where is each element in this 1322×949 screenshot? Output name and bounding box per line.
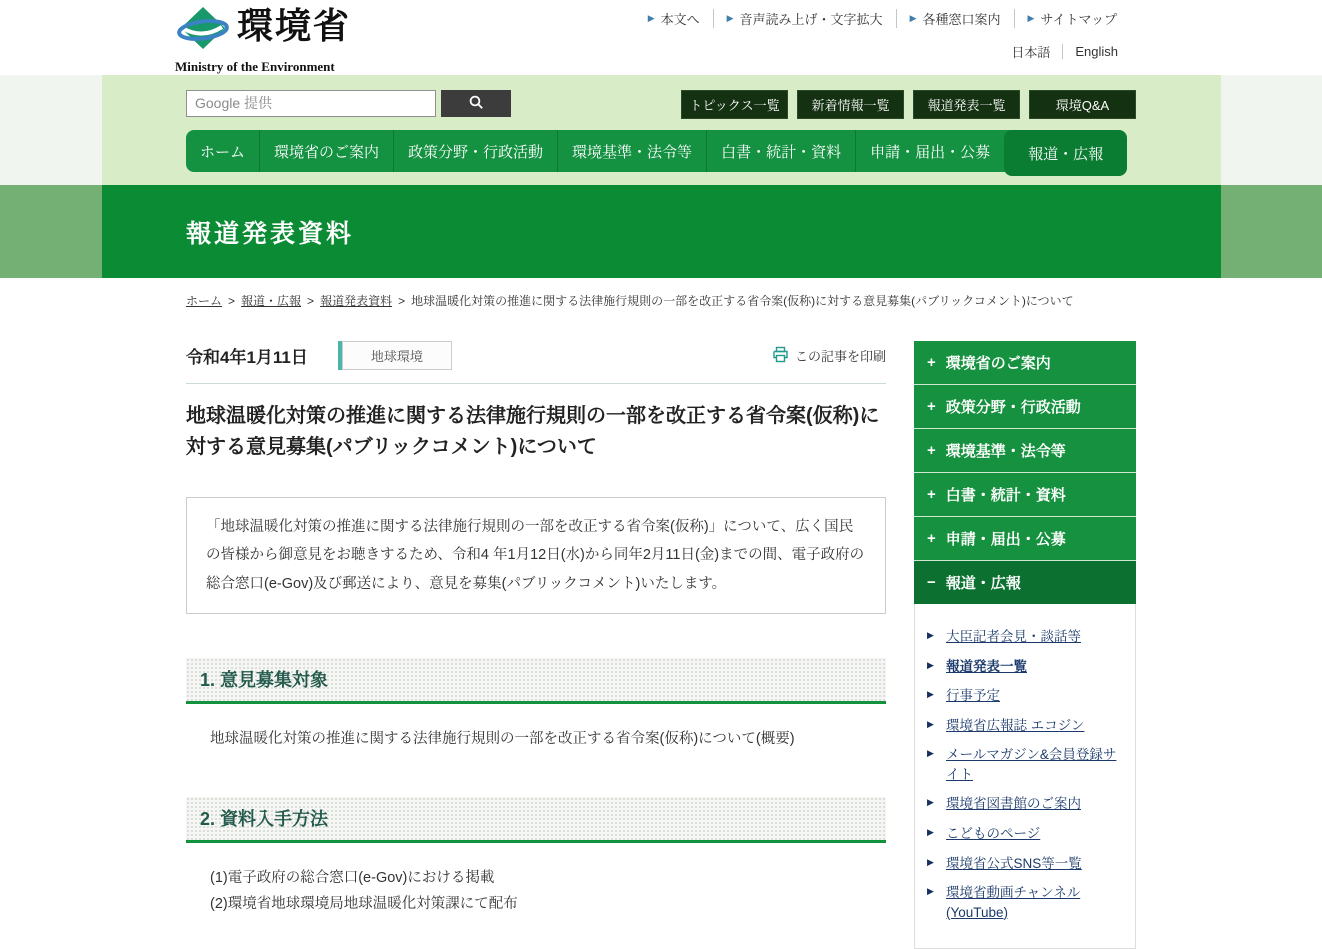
- utility-link-accessibility[interactable]: ▶ 音声読み上げ・文字拡大: [713, 9, 896, 28]
- print-article-link[interactable]: この記事を印刷: [772, 346, 886, 366]
- section-1-heading: 1. 意見募集対象: [186, 658, 886, 704]
- triangle-icon: ▶: [909, 13, 917, 23]
- search-input[interactable]: [186, 90, 436, 117]
- section-2-body: [186, 865, 886, 919]
- submenu-youtube-channel[interactable]: ▶ 環境省動画チャンネル(YouTube): [927, 885, 1081, 920]
- language-english[interactable]: English: [1062, 44, 1130, 59]
- triangle-icon: ▶: [726, 13, 734, 23]
- triangle-icon: ▶: [927, 630, 934, 640]
- sidebar-item-applications[interactable]: + 申請・届出・公募: [914, 517, 1136, 561]
- submenu-mailmagazine[interactable]: ▶ メールマガジン&会員登録サイト: [927, 747, 1117, 782]
- search-nav-band: [0, 75, 1322, 185]
- triangle-icon: ▶: [927, 797, 934, 808]
- triangle-icon: ▶: [647, 13, 655, 23]
- sidebar: [914, 341, 1136, 949]
- nav-item-applications[interactable]: 申請・届出・公募: [855, 130, 1004, 172]
- breadcrumb: ホーム > 報道・広報 > 報道発表資料 > 地球温暖化対策の推進に関する法律施行規則の一部を改正する省令案(仮称)に対する意見募集(パブリックコメント)について: [186, 293, 1074, 308]
- plus-icon: +: [927, 398, 936, 415]
- triangle-icon: ▶: [927, 886, 934, 897]
- minus-icon: −: [927, 574, 936, 591]
- breadcrumb-wrap: [102, 278, 1221, 319]
- submenu-press-releases[interactable]: ▶ 報道発表一覧: [927, 658, 1027, 674]
- triangle-icon: ▶: [927, 689, 934, 700]
- search-icon: [468, 94, 484, 113]
- section-1-line: 地球温暖化対策の推進に関する法律施行規則の一部を改正する省令案(仮称)について(概要): [210, 730, 795, 747]
- nav-item-press[interactable]: 報道・広報: [1004, 130, 1127, 176]
- sidebar-item-standards[interactable]: + 環境基準・法令等: [914, 429, 1136, 473]
- article-date: 令和4年1月11日: [186, 348, 308, 367]
- utility-link-sitemap[interactable]: ▶ サイトマップ: [1014, 9, 1131, 28]
- nav-item-home[interactable]: ホーム: [200, 143, 246, 161]
- site-header: [0, 0, 1322, 75]
- submenu-official-sns[interactable]: ▶ 環境省公式SNS等一覧: [927, 855, 1082, 871]
- logo-title: 環境省: [237, 5, 352, 46]
- article: [186, 341, 886, 949]
- page-title-banner: [0, 185, 1322, 278]
- nav-item-standards[interactable]: 環境基準・法令等: [557, 130, 706, 172]
- nav-item-policy[interactable]: 政策分野・行政活動: [393, 130, 557, 172]
- sidebar-submenu: [914, 604, 1136, 949]
- breadcrumb-home[interactable]: ホーム: [186, 294, 223, 308]
- new-info-list-button[interactable]: 新着情報一覧: [797, 90, 904, 119]
- section-2-line: (2)環境省地球環境局地球温暖化対策課にて配布: [210, 896, 518, 913]
- plus-icon: +: [927, 442, 936, 459]
- section-1-body: [186, 726, 886, 753]
- triangle-icon: ▶: [927, 826, 934, 837]
- sidebar-item-about[interactable]: + 環境省のご案内: [914, 341, 1136, 385]
- utility-link-main-content[interactable]: ▶ 本文へ: [647, 12, 700, 27]
- quick-buttons: [681, 90, 1136, 119]
- submenu-kids-page[interactable]: ▶ こどものページ: [927, 825, 1041, 841]
- sidebar-item-whitepapers[interactable]: + 白書・統計・資料: [914, 473, 1136, 517]
- triangle-icon: ▶: [1027, 13, 1035, 23]
- triangle-icon: ▶: [927, 718, 934, 729]
- moe-logo-icon: [175, 6, 231, 57]
- submenu-minister-press[interactable]: ▶ 大臣記者会見・談話等: [927, 629, 1081, 644]
- breadcrumb-current: 地球温暖化対策の推進に関する法律施行規則の一部を改正する省令案(仮称)に対する意見募集(パブリックコメント)について: [411, 294, 1074, 308]
- logo-subtitle: Ministry of the Environment: [175, 59, 335, 74]
- section-2-line: (1)電子政府の総合窓口(e-Gov)における掲載: [210, 869, 495, 886]
- search-button[interactable]: [441, 90, 511, 117]
- submenu-library[interactable]: ▶ 環境省図書館のご案内: [927, 796, 1081, 812]
- breadcrumb-press-releases[interactable]: 報道発表資料: [320, 294, 393, 308]
- plus-icon: +: [927, 530, 936, 547]
- section-2-heading: 2. 資料入手方法: [186, 797, 886, 843]
- submenu-ecojin[interactable]: ▶ 環境省広報誌 エコジン: [927, 717, 1085, 733]
- sidebar-item-policy[interactable]: + 政策分野・行政活動: [914, 385, 1136, 429]
- article-title: 地球温暖化対策の推進に関する法律施行規則の一部を改正する省令案(仮称)に対する意見募集(パブリックコメント)について: [186, 405, 880, 458]
- page-title: 報道発表資料: [186, 219, 355, 248]
- sidebar-item-press[interactable]: − 報道・広報: [914, 561, 1136, 604]
- article-tag[interactable]: 地球環境: [338, 341, 452, 370]
- nav-item-about[interactable]: 環境省のご案内: [259, 130, 393, 172]
- language-japanese[interactable]: 日本語: [1011, 45, 1051, 60]
- triangle-icon: ▶: [927, 856, 934, 867]
- utility-nav: [635, 9, 1130, 61]
- printer-icon: [772, 346, 795, 366]
- plus-icon: +: [927, 486, 936, 503]
- breadcrumb-press-pr[interactable]: 報道・広報: [241, 294, 302, 308]
- triangle-icon: ▶: [927, 748, 934, 759]
- submenu-events[interactable]: ▶ 行事予定: [927, 688, 1000, 704]
- topics-list-button[interactable]: トピックス一覧: [681, 90, 788, 119]
- plus-icon: +: [927, 354, 936, 371]
- global-nav: [186, 130, 1104, 172]
- article-intro-box: 「地球温暖化対策の推進に関する法律施行規則の一部を改正する省令案(仮称)」について、広く国民の皆様から御意見をお聴きするため、令和4 年1月12日(水)から同年2月11日(金)までの間、電子政府の総合窓口(e-Gov)及び郵送により、意見を募集(パブリックコメント)いたします。: [186, 497, 886, 614]
- site-logo[interactable]: [175, 6, 351, 75]
- site-search: [186, 90, 511, 117]
- triangle-icon: ▶: [927, 659, 934, 670]
- utility-link-contact-windows[interactable]: ▶ 各種窓口案内: [896, 9, 1014, 28]
- meta-divider: [186, 383, 886, 384]
- env-qa-button[interactable]: 環境Q&A: [1029, 90, 1136, 119]
- nav-item-whitepapers[interactable]: 白書・統計・資料: [706, 130, 855, 172]
- press-release-list-button[interactable]: 報道発表一覧: [913, 90, 1020, 119]
